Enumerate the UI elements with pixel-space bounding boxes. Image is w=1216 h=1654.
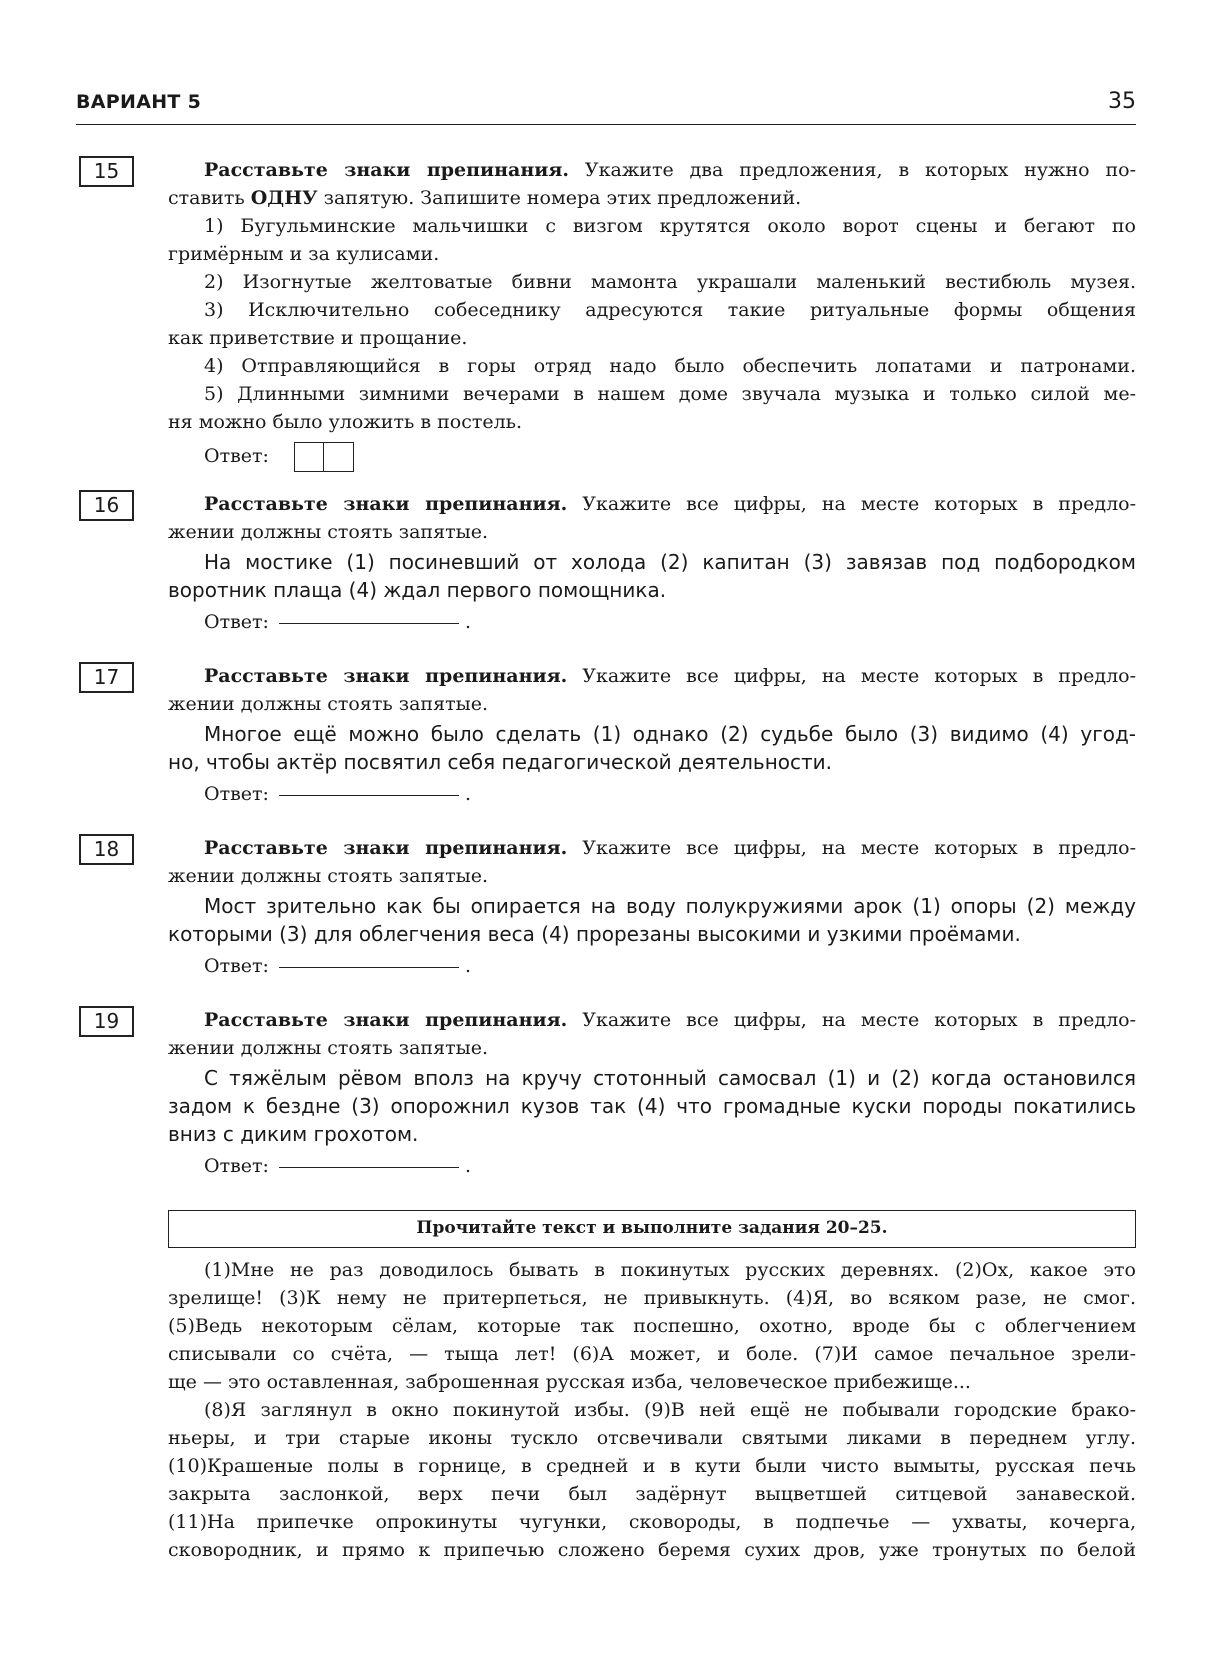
passage-line: сковородник, и прямо к припечью сложено беремя сухих дров, уже тронутых по белой xyxy=(168,1539,1136,1561)
task-instruction-line: Расставьте знаки препинания. Укажите все цифры, на месте которых в предло- xyxy=(204,493,1136,515)
passage-line: закрыта заслонкой, верх печи был задёрнут выцветшей ситцевой занавеской. xyxy=(168,1483,1136,1505)
task-number-15: 15 xyxy=(79,156,134,187)
passage-line: зрелище! (3)К нему не притерпеться, не привыкнуть. (4)Я, во всяком разе, не смог. xyxy=(168,1287,1136,1309)
task-16 xyxy=(168,490,1136,636)
answer-blank[interactable] xyxy=(279,967,459,968)
task-sentence-line: На мостике (1) посиневший от холода (2) капитан (3) завязав под подбородком xyxy=(204,550,1136,574)
header-divider xyxy=(76,124,1136,125)
answer-label: Ответ: xyxy=(204,783,269,805)
passage-line: ньеры, и три старые иконы тускло отсвечивали святыми ликами в переднем углу. xyxy=(168,1427,1136,1449)
answer-row: Ответ: . xyxy=(168,608,1136,636)
task-number-17: 17 xyxy=(79,662,134,693)
task-instruction-line: ставить ОДНУ запятую. Запишите номера этих предложений. xyxy=(168,187,802,209)
answer-row xyxy=(168,442,1136,470)
answer-label: Ответ: xyxy=(204,955,269,977)
passage-line: (10)Крашеные полы в горнице, в средней и в кути были чисто вымыты, русская печь xyxy=(168,1455,1136,1477)
passage-line: (5)Ведь некоторым сёлам, которые так поспешно, охотно, вроде бы с облегчением xyxy=(168,1315,1136,1337)
task-19 xyxy=(168,1006,1136,1180)
task-number-16: 16 xyxy=(79,490,134,521)
task-sentence-line: вниз с диким грохотом. xyxy=(168,1122,419,1146)
answer-label: Ответ: xyxy=(204,1155,269,1177)
answer-blank[interactable] xyxy=(279,1167,459,1168)
task-sentence-line: С тяжёлым рёвом вполз на кручу стотонный самосвал (1) и (2) когда остановился xyxy=(204,1066,1136,1090)
passage-line: списывали со счёта, — тыща лет! (6)А может, и боле. (7)И самое печальное зрели- xyxy=(168,1343,1136,1365)
answer-label: Ответ: xyxy=(204,611,269,633)
task-option-line: 2) Изогнутые желтоватые бивни мамонта украшали маленький вестибюль музея. xyxy=(204,271,1136,293)
answer-row: Ответ: . xyxy=(168,1152,1136,1180)
task-instruction-line: Расставьте знаки препинания. Укажите все цифры, на месте которых в предло- xyxy=(204,1009,1136,1031)
task-sentence-line: которыми (3) для облегчения веса (4) прорезаны высокими и узкими проёмами. xyxy=(168,922,1021,946)
answer-blank[interactable] xyxy=(279,623,459,624)
task-instruction-line: жении должны стоять запятые. xyxy=(168,865,488,887)
task-17 xyxy=(168,662,1136,808)
task-instruction-line: Расставьте знаки препинания. Укажите все цифры, на месте которых в предло- xyxy=(204,837,1136,859)
answer-box[interactable] xyxy=(294,442,324,472)
reading-instruction-box: Прочитайте текст и выполните задания 20–25. xyxy=(168,1210,1136,1248)
task-option-line: как приветствие и прощание. xyxy=(168,327,468,349)
task-instruction-line: жении должны стоять запятые. xyxy=(168,693,488,715)
task-option-line: ня можно было уложить в постель. xyxy=(168,411,523,433)
running-header: ВАРИАНТ 5 xyxy=(76,91,202,113)
task-option-line: 3) Исключительно собеседнику адресуются такие ритуальные формы общения xyxy=(204,299,1136,321)
task-sentence-line: но, чтобы актёр посвятил себя педагогической деятельности. xyxy=(168,750,833,774)
task-instruction-line: Расставьте знаки препинания. Укажите все цифры, на месте которых в предло- xyxy=(204,665,1136,687)
task-number-18: 18 xyxy=(79,834,134,865)
task-sentence-line: воротник плаща (4) ждал первого помощника. xyxy=(168,578,667,602)
task-15 xyxy=(168,156,1136,470)
task-option-line: 4) Отправляющийся в горы отряд надо было обеспечить лопатами и патронами. xyxy=(204,355,1136,377)
reading-passage xyxy=(168,1256,1136,1564)
passage-line: ще — это оставленная, заброшенная русская изба, человеческое прибежище... xyxy=(168,1371,971,1393)
task-sentence-line: Многое ещё можно было сделать (1) однако (2) судьбе было (3) видимо (4) угод- xyxy=(204,722,1136,746)
task-instruction-line: жении должны стоять запятые. xyxy=(168,1037,488,1059)
passage-line: (8)Я заглянул в окно покинутой избы. (9)В ней ещё не побывали городские брако- xyxy=(204,1399,1136,1421)
answer-blank[interactable] xyxy=(279,795,459,796)
page-number: 35 xyxy=(1108,89,1136,114)
answer-row: Ответ: . xyxy=(168,780,1136,808)
task-instruction-line: жении должны стоять запятые. xyxy=(168,521,488,543)
passage-line: (11)На припечке опрокинуты чугунки, сковороды, в подпечье — ухваты, кочерга, xyxy=(168,1511,1136,1533)
task-18 xyxy=(168,834,1136,980)
answer-row: Ответ: . xyxy=(168,952,1136,980)
passage-line: (1)Мне не раз доводилось бывать в покинутых русских деревнях. (2)Ох, какое это xyxy=(204,1259,1136,1281)
answer-label: Ответ: xyxy=(204,445,269,467)
task-option-line: гримёрным и за кулисами. xyxy=(168,243,440,265)
task-option-line: 5) Длинными зимними вечерами в нашем доме звучала музыка и только силой ме- xyxy=(204,383,1136,405)
task-instruction-line: Расставьте знаки препинания. Укажите два предложения, в которых нужно по- xyxy=(204,159,1136,181)
answer-box[interactable] xyxy=(324,442,354,472)
answer-boxes[interactable] xyxy=(294,442,354,472)
task-sentence-line: задом к бездне (3) опорожнил кузов так (4) что громадные куски породы покатились xyxy=(168,1094,1136,1118)
task-sentence-line: Мост зрительно как бы опирается на воду полукружиями арок (1) опоры (2) между xyxy=(204,894,1136,918)
task-option-line: 1) Бугульминские мальчишки с визгом крутятся около ворот сцены и бегают по xyxy=(204,215,1136,237)
task-number-19: 19 xyxy=(79,1006,134,1037)
